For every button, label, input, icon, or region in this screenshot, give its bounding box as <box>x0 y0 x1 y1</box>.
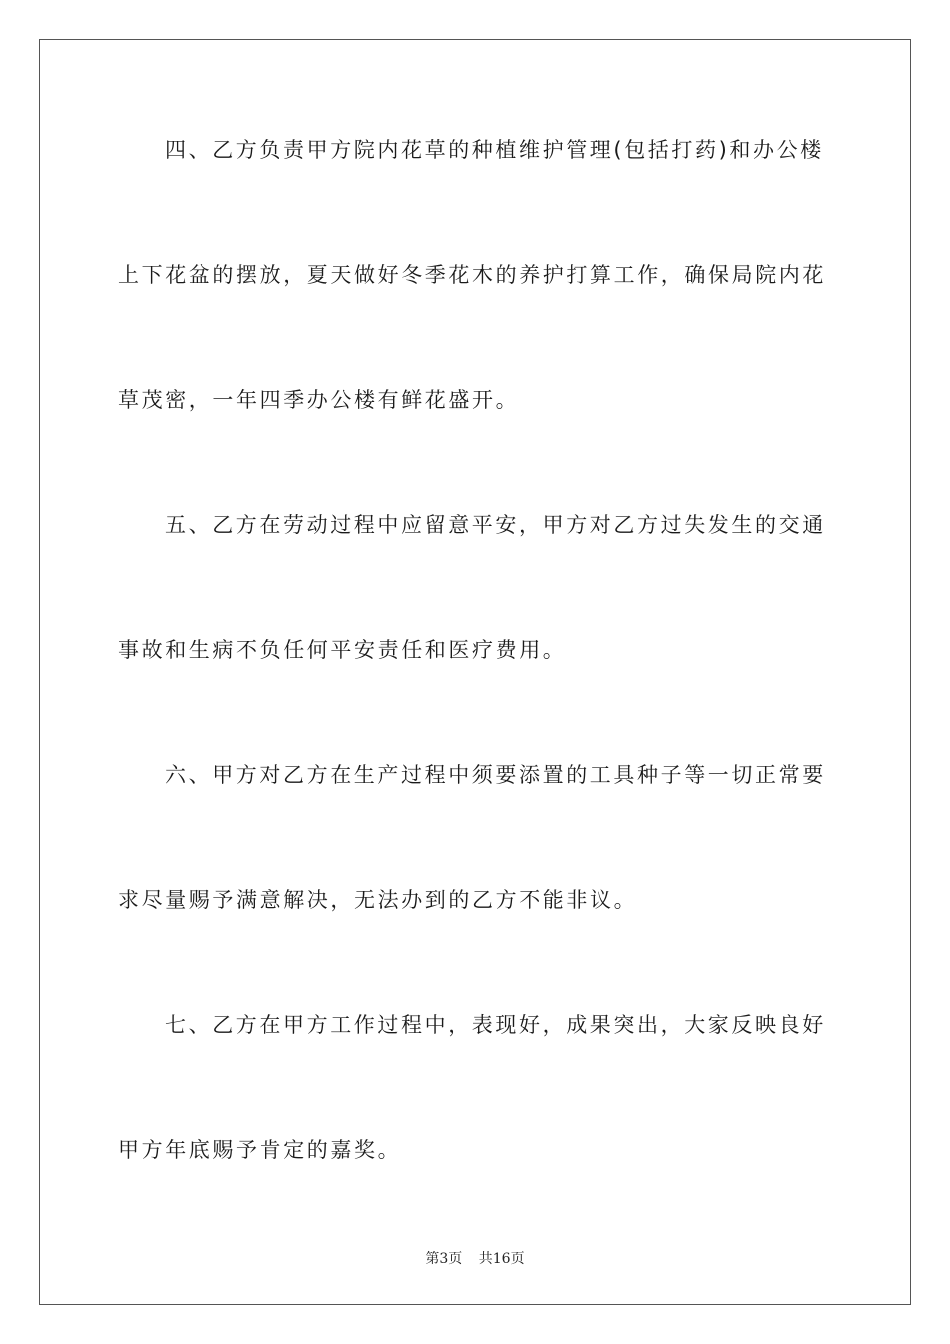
paragraph-4-line-1: 四、乙方负责甲方院内花草的种植维护管理(包括打药)和办公楼 <box>165 138 824 162</box>
page-footer <box>0 1248 950 1268</box>
paragraph-7-line-2: 甲方年底赐予肯定的嘉奖。 <box>118 1138 402 1162</box>
paragraph-7-line-1: 七、乙方在甲方工作过程中，表现好，成果突出，大家反映良好 <box>165 1013 826 1037</box>
paragraph-4-line-2: 上下花盆的摆放，夏天做好冬季花木的养护打算工作，确保局院内花 <box>118 263 826 287</box>
page-border <box>39 39 911 1305</box>
page-total: 共16页 <box>478 1251 525 1267</box>
page-number: 第3页 <box>425 1251 463 1267</box>
paragraph-6-line-2: 求尽量赐予满意解决，无法办到的乙方不能非议。 <box>118 888 638 912</box>
paragraph-5-line-1: 五、乙方在劳动过程中应留意平安，甲方对乙方过失发生的交通 <box>165 513 826 537</box>
paragraph-6-line-1: 六、甲方对乙方在生产过程中须要添置的工具种子等一切正常要 <box>165 763 826 787</box>
paragraph-4-line-3: 草茂密，一年四季办公楼有鲜花盛开。 <box>118 388 520 412</box>
paragraph-5-line-2: 事故和生病不负任何平安责任和医疗费用。 <box>118 638 567 662</box>
